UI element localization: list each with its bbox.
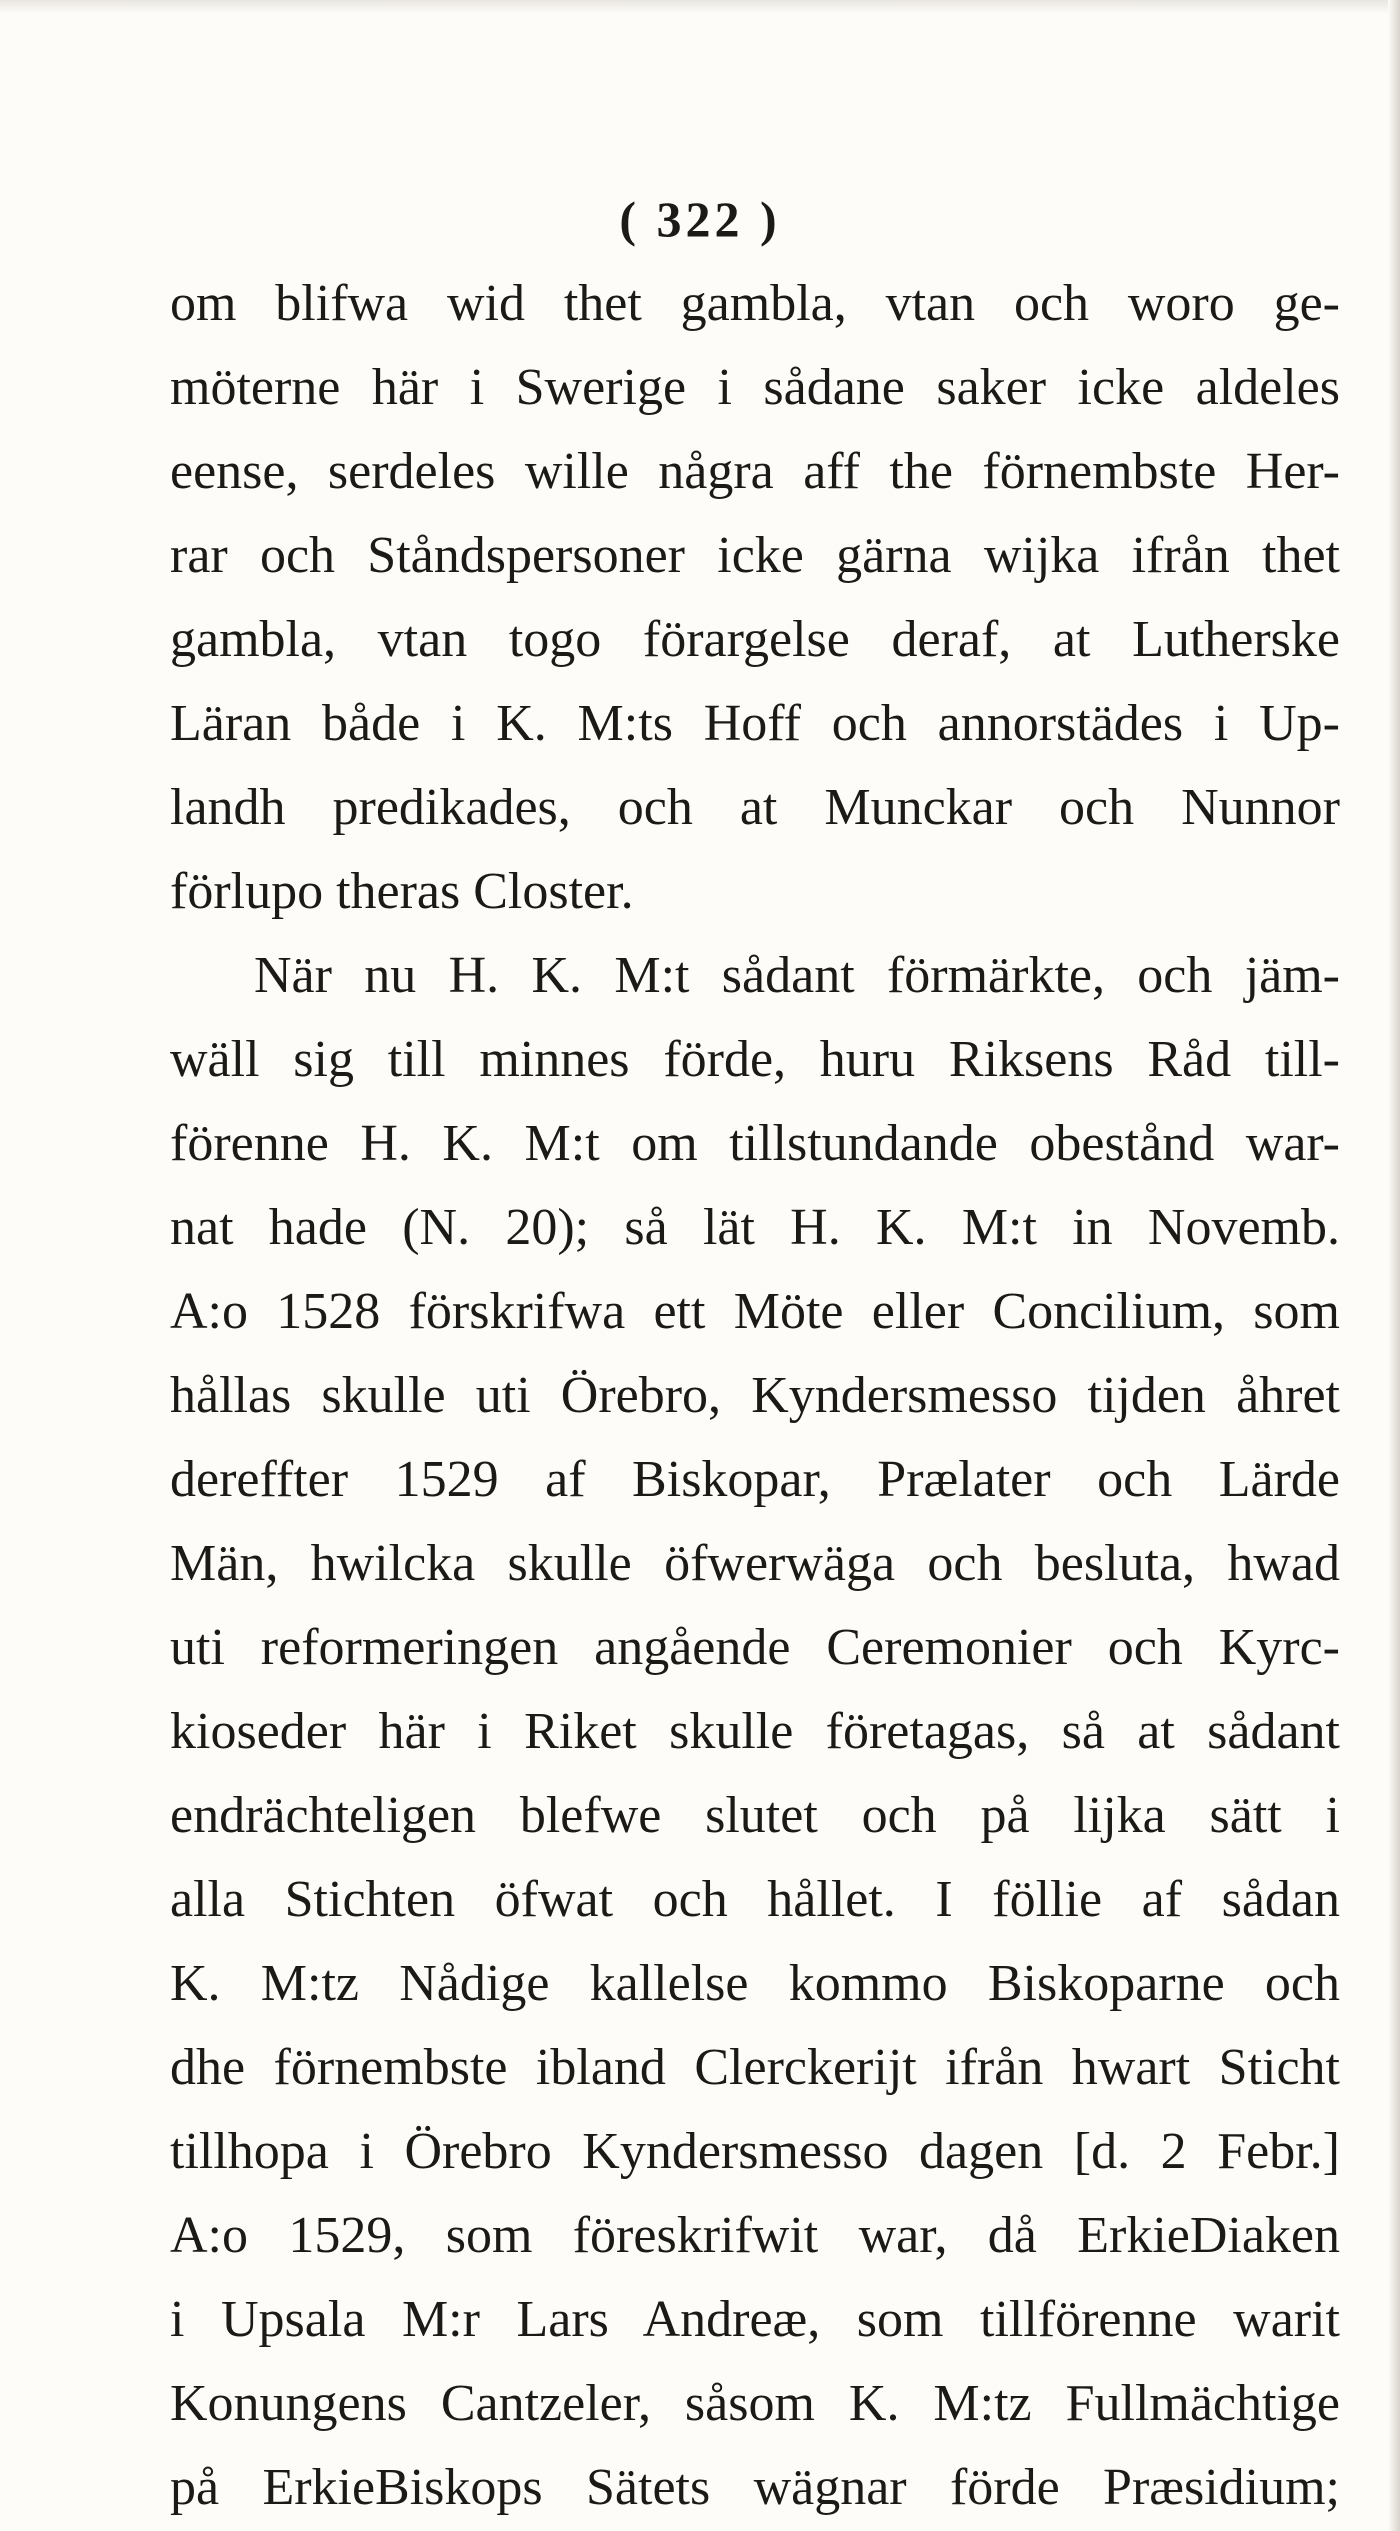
text-line: A:o 1529, som föreskrifwit war, då ErkieDiaken bbox=[170, 2207, 1340, 2264]
text-line: uti reformeringen angående Ceremonier och Kyrc- bbox=[170, 1619, 1340, 1676]
text-line: nat hade (N. 20); så lät H. K. M:t in Novemb. bbox=[170, 1199, 1340, 1256]
text-line: alla Stichten öfwat och hållet. I föllie af sådan bbox=[170, 1871, 1340, 1928]
text-line: dhe förnembste ibland Clerckerijt ifrån hwart Sticht bbox=[170, 2039, 1340, 2096]
text-line: möterne här i Swerige i sådane saker icke aldeles bbox=[170, 359, 1340, 416]
text-line: på ErkieBiskops Sätets wägnar förde Præsidium; bbox=[170, 2459, 1340, 2516]
text-line: landh predikades, och at Munckar och Nunnor bbox=[170, 779, 1340, 836]
page-number: ( 322 ) bbox=[619, 191, 781, 247]
text-line: tillhopa i Örebro Kyndersmesso dagen [d. 2 Febr.] bbox=[170, 2123, 1340, 2180]
text-line: förenne H. K. M:t om tillstundande obestånd war- bbox=[170, 1115, 1340, 1172]
text-line: endrächteligen blefwe slutet och på lijka sätt i bbox=[170, 1787, 1340, 1844]
text-line: rar och Ståndspersoner icke gärna wijka ifrån thet bbox=[170, 527, 1340, 584]
page-edge-top bbox=[0, 0, 1400, 14]
text-line: wäll sig till minnes förde, huru Riksens Råd till- bbox=[170, 1031, 1340, 1088]
text-line: När nu H. K. M:t sådant förmärkte, och jäm- bbox=[254, 947, 1340, 1004]
text-line: eense, serdeles wille några aff the förnembste Her- bbox=[170, 443, 1340, 500]
text-line: förlupo theras Closter. bbox=[170, 863, 634, 920]
body-text bbox=[170, 262, 1340, 2530]
text-line: kioseder här i Riket skulle företagas, så at sådant bbox=[170, 1703, 1340, 1760]
text-line: dereffter 1529 af Biskopar, Prælater och Lärde bbox=[170, 1451, 1340, 1508]
text-line: gambla, vtan togo förargelse deraf, at Lutherske bbox=[170, 611, 1340, 668]
text-line: i Upsala M:r Lars Andreæ, som tillförenne warit bbox=[170, 2291, 1340, 2348]
text-line: Män, hwilcka skulle öfwerwäga och besluta, hwad bbox=[170, 1535, 1340, 1592]
page-edge-right bbox=[1388, 0, 1400, 2531]
text-line: Läran både i K. M:ts Hoff och annorstädes i Up- bbox=[170, 695, 1340, 752]
text-line: hållas skulle uti Örebro, Kyndersmesso tijden åhret bbox=[170, 1367, 1340, 1424]
text-line: A:o 1528 förskrifwa ett Möte eller Concilium, som bbox=[170, 1283, 1340, 1340]
text-line: K. M:tz Nådige kallelse kommo Biskoparne och bbox=[170, 1955, 1340, 2012]
text-line: om blifwa wid thet gambla, vtan och woro ge- bbox=[170, 275, 1340, 332]
text-line: Konungens Cantzeler, såsom K. M:tz Fullmächtige bbox=[170, 2375, 1340, 2432]
